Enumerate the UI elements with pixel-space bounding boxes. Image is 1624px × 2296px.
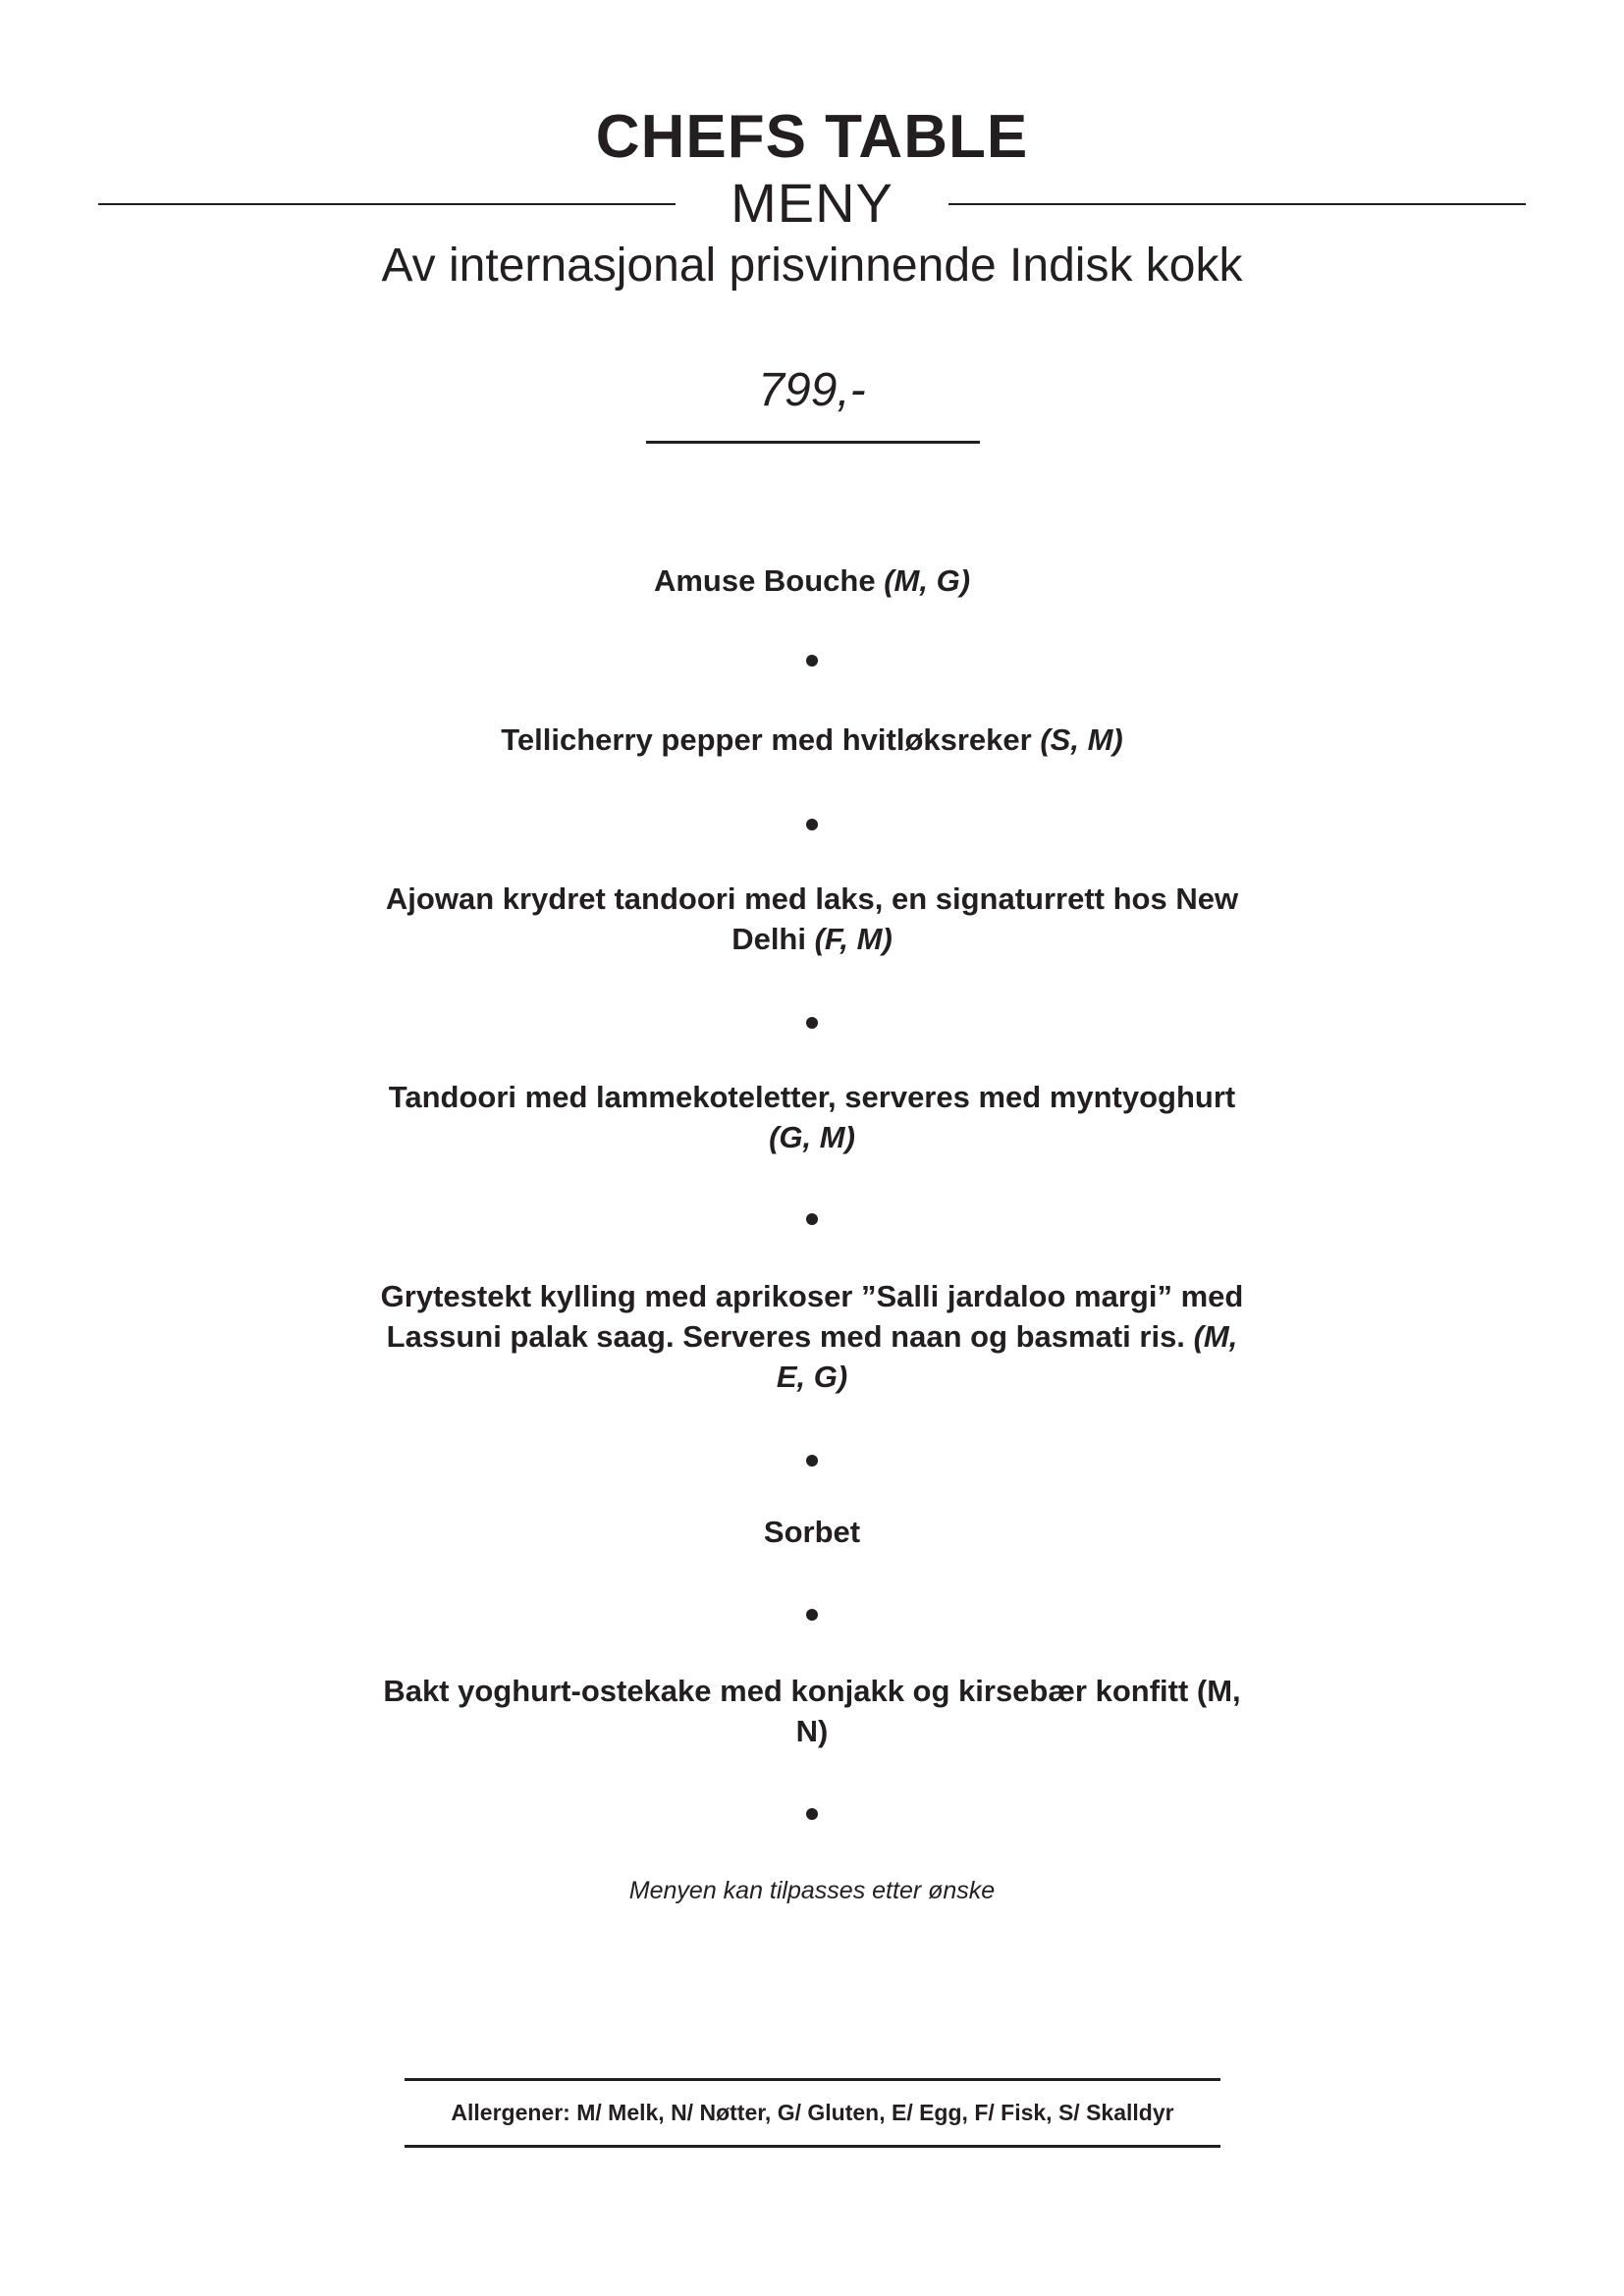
course-allergens: (S, M) [1040,722,1123,757]
course-item [370,1276,1254,1397]
course-item [370,1512,1254,1552]
bullet-separator [806,1609,818,1621]
allergen-legend: Allergener: M/ Melk, N/ Nøtter, G/ Gluten, E/ Egg, F/ Fisk, S/ Skalldyr [451,2100,1174,2125]
menu-note: Menyen kan tilpasses etter ønske [628,1877,996,1904]
menu-price: 799,- [758,364,866,416]
course-name: Sorbet [763,1515,861,1549]
course-name: Bakt yoghurt-ostekake med konjakk og kirsebær konfitt (M, N) [383,1674,1241,1748]
course-name: Amuse Bouche [653,563,876,598]
course-allergens: (M, G) [884,563,971,598]
course-allergens: (M, E, G) [776,1319,1238,1394]
course-item [370,561,1254,601]
bullet-separator [806,655,818,667]
course-item [370,1671,1254,1751]
bullet-separator [806,1017,818,1029]
bullet-separator [806,1455,818,1467]
course-item [370,720,1254,760]
course-name: Ajowan krydret tandoori med laks, en signaturrett hos New Delhi [385,881,1239,956]
divider-left [98,203,676,205]
course-name: Tandoori med lammekoteletter, serveres med myntyoghurt [388,1080,1236,1114]
bullet-separator [806,1213,818,1225]
legend-divider-bottom [405,2145,1220,2148]
menu-subtitle: Av internasjonal prisvinnende Indisk kokk [381,240,1243,292]
course-item [370,1077,1254,1157]
divider-right [948,203,1526,205]
menu-title: CHEFS TABLE [595,103,1029,171]
course-name: Grytestekt kylling med aprikoser ”Salli jardaloo margi” med Lassuni palak saag. Serveres med naan og basmati ris. [380,1279,1244,1354]
bullet-separator [806,819,818,830]
price-divider [646,441,980,444]
bullet-separator [806,1808,818,1820]
menu-heading-row [98,169,1526,238]
course-allergens: (F, M) [814,922,893,956]
course-name: Tellicherry pepper med hvitløksreker [501,722,1032,757]
course-item [370,879,1254,959]
course-allergens: (G, M) [769,1120,855,1154]
legend-divider-top [405,2078,1220,2081]
menu-label: MENY [731,172,893,234]
